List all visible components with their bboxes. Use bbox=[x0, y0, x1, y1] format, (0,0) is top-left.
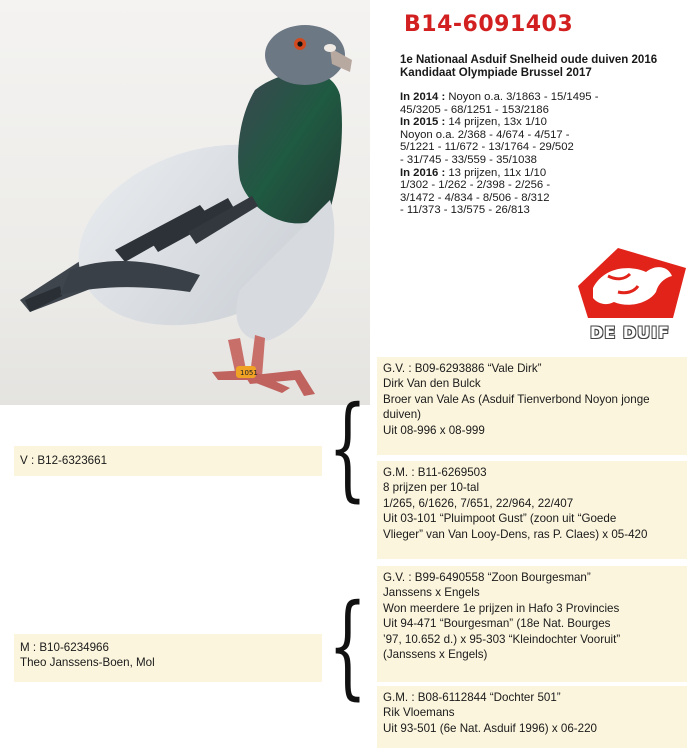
pedigree-line: 1/265, 6/1626, 7/651, 22/964, 22/407 bbox=[383, 496, 574, 510]
results-2014 bbox=[400, 91, 650, 116]
result-line: - 11/373 - 13/575 - 26/813 bbox=[400, 204, 530, 217]
pedigree-line: Uit 03-101 “Pluimpoot Gust” (zoon uit “Goede bbox=[383, 512, 617, 526]
pigeon-ring-number: B14-6091403 bbox=[404, 12, 574, 37]
result-line: 5/1221 - 11/672 - 13/1764 - 29/502 bbox=[400, 141, 574, 154]
pedigree-line: Rik Vloemans bbox=[383, 706, 455, 720]
headline bbox=[400, 54, 695, 80]
mother-sire-box bbox=[377, 566, 687, 682]
pedigree-line: (Janssens x Engels) bbox=[383, 648, 488, 662]
mother-dam-box bbox=[377, 686, 687, 748]
pedigree-line: G.M. : B11-6269503 bbox=[383, 466, 487, 479]
pedigree-line: G.V. : B99-6490558 “Zoon Bourgesman” bbox=[383, 571, 591, 584]
mother-box bbox=[14, 634, 322, 682]
pedigree-line: Vlieger” van Van Looy-Dens, ras P. Claes) x 05-420 bbox=[383, 527, 648, 541]
mother-brace: { bbox=[328, 581, 368, 711]
year-label: In 2015 : bbox=[400, 116, 446, 129]
mother-breeder: Theo Janssens-Boen, Mol bbox=[20, 656, 155, 670]
year-label: In 2016 : bbox=[400, 166, 446, 179]
pedigree-line: 8 prijzen per 10-tal bbox=[383, 481, 480, 495]
pedigree-line: ’97, 10.652 d.) x 95-303 “Kleindochter Vooruit” bbox=[383, 632, 621, 646]
logo-wordmark: DE DUIF bbox=[590, 323, 670, 342]
headline-line: 1e Nationaal Asduif Snelheid oude duiven 2016 bbox=[400, 54, 658, 66]
father-sire-box bbox=[377, 357, 687, 455]
leg-ring-text: 1051 bbox=[240, 369, 258, 377]
result-line: 14 prijzen, 13x 1/10 bbox=[448, 116, 547, 129]
pedigree-line: duiven) bbox=[383, 408, 422, 422]
father-dam-box bbox=[377, 461, 687, 559]
year-label: In 2014 : bbox=[400, 91, 446, 103]
pedigree-line: G.V. : B09-6293886 “Vale Dirk” bbox=[383, 362, 542, 375]
pedigree-line: Uit 08-996 x 08-999 bbox=[383, 423, 485, 437]
pedigree-line: Uit 93-501 (6e Nat. Asduif 1996) x 06-220 bbox=[383, 721, 597, 735]
results-list bbox=[400, 91, 650, 217]
results-2016 bbox=[400, 167, 650, 217]
de-duif-logo bbox=[568, 246, 693, 326]
pigeon-photo bbox=[0, 0, 370, 410]
father-label: V : B12-6323661 bbox=[20, 454, 108, 467]
pedigree-line: G.M. : B08-6112844 “Dochter 501” bbox=[383, 691, 561, 704]
pedigree-line: Won meerdere 1e prijzen in Hafo 3 Provincies bbox=[383, 601, 620, 615]
pedigree-line: Dirk Van den Bulck bbox=[383, 377, 481, 391]
result-line: 13 prijzen, 11x 1/10 bbox=[448, 166, 547, 179]
result-line: Noyon o.a. 3/1863 - 15/1495 - bbox=[448, 91, 599, 103]
result-line: 3/1472 - 4/834 - 8/506 - 8/312 bbox=[400, 191, 550, 204]
result-line: Noyon o.a. 2/368 - 4/674 - 4/517 - bbox=[400, 128, 570, 141]
result-line: 45/3205 - 68/1251 - 153/2186 bbox=[400, 103, 549, 116]
mother-label: M : B10-6234966 bbox=[20, 641, 109, 654]
results-2015 bbox=[400, 116, 650, 166]
pedigree-line: Uit 94-471 “Bourgesman” (18e Nat. Bourges bbox=[383, 617, 611, 631]
father-box bbox=[14, 446, 322, 476]
pedigree-line: Janssens x Engels bbox=[383, 586, 480, 600]
result-line: - 31/745 - 33/559 - 35/1038 bbox=[400, 153, 537, 166]
result-line: 1/302 - 1/262 - 2/398 - 2/256 - bbox=[400, 179, 551, 192]
father-brace: { bbox=[328, 383, 368, 513]
pedigree-line: Broer van Vale As (Asduif Tienverbond Noyon jonge bbox=[383, 392, 650, 406]
headline-line: Kandidaat Olympiade Brussel 2017 bbox=[400, 67, 592, 79]
